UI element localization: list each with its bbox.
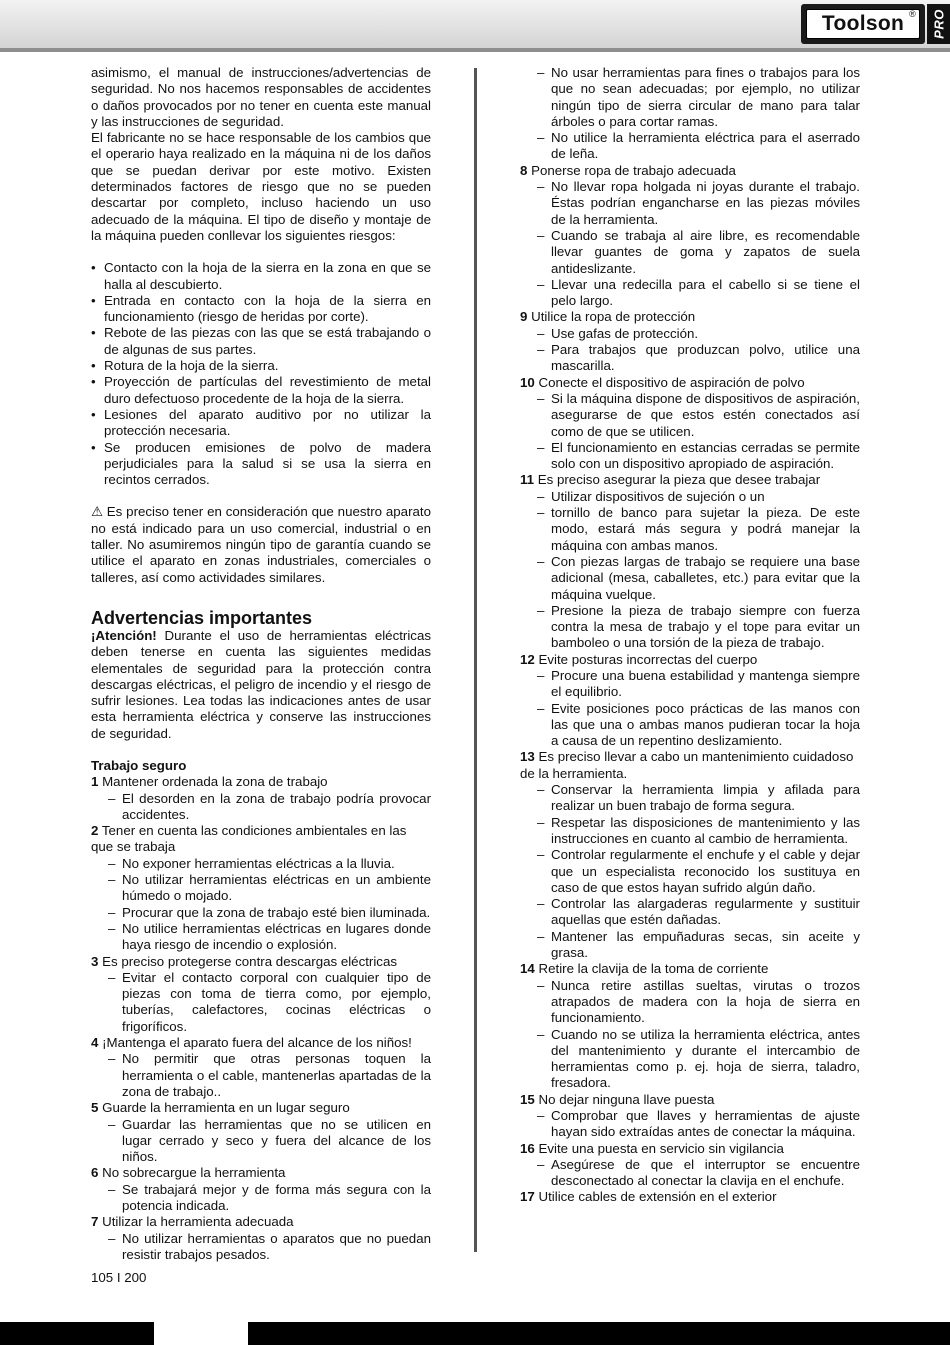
attention-label: ¡Atención! xyxy=(91,627,157,643)
risk-item: • Rotura de la hoja de la sierra. xyxy=(91,358,431,374)
risk-item: • Proyección de partículas del revestimiento de metal duro defectuoso procedente de la hoja de la sierra. xyxy=(91,374,431,407)
attention-text: Durante el uso de herramientas eléctricas deben tenerse en cuenta las siguientes medidas elementales de seguridad para la protección contra descargas eléctricas, el peligro de incendio y el riesgo de sufrir lesiones. Lea todas las indicaciones antes de usar esta herramienta eléctrica y conserve las instrucciones de seguridad. xyxy=(91,627,431,741)
registered-mark: ® xyxy=(909,9,916,19)
footer-bar-gap xyxy=(154,1322,248,1345)
sub-list xyxy=(91,1117,431,1166)
safety-item-title xyxy=(520,961,860,977)
sub-item: – Con piezas largas de trabajo se requiere una base adicional (mesa, caballetes, etc.) para evitar que la máquina vuelque. xyxy=(520,554,860,603)
logo-text xyxy=(806,9,920,39)
sub-list xyxy=(520,179,860,309)
risk-item: • Contacto con la hoja de la sierra en la zona en que se halla al descubierto. xyxy=(91,260,431,293)
right-column xyxy=(520,65,860,1206)
sub-list xyxy=(91,856,431,954)
safety-items-left xyxy=(91,774,431,1263)
sub-list xyxy=(520,1157,860,1190)
safety-item-title-text: Conecte el dispositivo de aspiración de polvo xyxy=(538,374,805,390)
sub-item: – Mantener las empuñaduras secas, sin aceite y grasa. xyxy=(520,929,860,962)
safety-item-title-text: Utilizar la herramienta adecuada xyxy=(102,1214,294,1230)
footer-bar xyxy=(0,1322,950,1345)
safety-item xyxy=(520,961,860,1091)
safety-item-title xyxy=(520,749,860,782)
sub-item: – Cuando no se utiliza la herramienta eléctrica, antes del mantenimiento y durante el intercambio de herramientas como p. ej. hoja de sierra, taladro, fresadora. xyxy=(520,1027,860,1092)
warning-paragraph xyxy=(91,504,431,585)
sub-item: – Nunca retire astillas sueltas, virutas o trozos atrapados de madera con la hoja de sierra en funcionamiento. xyxy=(520,978,860,1027)
safety-item xyxy=(520,1141,860,1190)
sub-list xyxy=(91,791,431,824)
safety-item-title xyxy=(91,774,431,790)
safety-item-number: 10 xyxy=(520,374,535,390)
sub-item: – El desorden en la zona de trabajo podría provocar accidentes. xyxy=(91,791,431,824)
sub-item: – No utilice la herramienta eléctrica para el aserrado de leña. xyxy=(520,130,860,163)
safety-item xyxy=(520,163,860,310)
safety-item-number: 9 xyxy=(520,309,528,325)
safety-item-title xyxy=(91,1165,431,1181)
safety-item-title xyxy=(520,1141,860,1157)
safety-item-title xyxy=(91,1035,431,1051)
safety-item xyxy=(91,1214,431,1263)
sub-item: – Llevar una redecilla para el cabello si se tiene el pelo largo. xyxy=(520,277,860,310)
sub-item: – Para trabajos que produzcan polvo, utilice una mascarilla. xyxy=(520,342,860,375)
sub-item: – Conservar la herramienta limpia y afilada para realizar un buen trabajo de forma segura. xyxy=(520,782,860,815)
safety-item-number: 11 xyxy=(520,472,535,488)
safety-item-title xyxy=(520,1092,860,1108)
safety-item xyxy=(520,1189,860,1205)
safety-item-title-text: Retire la clavija de la toma de corriente xyxy=(538,961,769,977)
sub-item: – Use gafas de protección. xyxy=(520,326,860,342)
warning-icon: ⚠ xyxy=(91,504,103,520)
sub-list xyxy=(520,782,860,961)
safety-item-title-text: Es preciso protegerse contra descargas eléctricas xyxy=(102,953,397,969)
safety-item-title-text: Es preciso llevar a cabo un mantenimiento cuidadoso de la herramienta. xyxy=(520,749,854,781)
sub-list xyxy=(91,1182,431,1215)
left-column xyxy=(91,65,431,1263)
continued-sub-list xyxy=(520,65,860,163)
sub-item: – Respetar las disposiciones de mantenimiento y las instrucciones en cuanto al cambio de herramienta. xyxy=(520,815,860,848)
safety-item-number: 4 xyxy=(91,1035,99,1051)
safety-item-title xyxy=(520,309,860,325)
safety-item xyxy=(520,1092,860,1141)
header-bar xyxy=(0,0,950,52)
safety-item-number: 14 xyxy=(520,961,535,977)
sub-item: – No usar herramientas para fines o trabajos para los que no sean adecuadas; por ejemplo, no utilizar ningún tipo de sierra circular de mano para talar árboles o para cortar ramas. xyxy=(520,65,860,130)
sub-list xyxy=(520,489,860,652)
safety-item-number: 5 xyxy=(91,1100,99,1116)
risk-item: • Lesiones del aparato auditivo por no utilizar la protección necesaria. xyxy=(91,407,431,440)
column-divider xyxy=(474,68,477,1252)
sub-item: – tornillo de banco para sujetar la pieza. De este modo, estará más segura y podrá manejar la máquina con ambas manos. xyxy=(520,505,860,554)
sub-list xyxy=(520,1108,860,1141)
sub-item: – Procurar que la zona de trabajo esté bien iluminada. xyxy=(91,905,431,921)
safety-item xyxy=(520,309,860,374)
risk-list xyxy=(91,260,431,488)
safety-item xyxy=(91,774,431,823)
sub-item: – No utilizar herramientas eléctricas en un ambiente húmedo o mojado. xyxy=(91,872,431,905)
sub-list xyxy=(520,326,860,375)
sub-item: – Controlar regularmente el enchufe y el cable y dejar que un especialista reconocido los sustituya en caso de que estos hayan sufrido algún daño. xyxy=(520,847,860,896)
safety-item-title xyxy=(520,652,860,668)
safety-item-title xyxy=(91,1214,431,1230)
logo-label: Toolson xyxy=(821,12,905,35)
intro-paragraph: asimismo, el manual de instrucciones/advertencias de seguridad. No nos hacemos responsables de accidentes o daños provocados por no tener en cuenta este manual y las instrucciones de seguridad. xyxy=(91,65,431,129)
safety-item-title xyxy=(520,1189,860,1205)
risk-item: • Entrada en contacto con la hoja de la sierra en funcionamiento (riesgo de heridas por corte). xyxy=(91,293,431,326)
sub-item: – Utilizar dispositivos de sujeción o un xyxy=(520,489,860,505)
safety-item-number: 6 xyxy=(91,1165,99,1181)
sub-list xyxy=(520,391,860,472)
safety-item-title-text: Utilice la ropa de protección xyxy=(531,309,696,325)
pro-badge xyxy=(927,4,950,44)
risk-item: • Se producen emisiones de polvo de madera perjudiciales para la salud si se usa la sierra en recintos cerrados. xyxy=(91,440,431,489)
sub-item: – Si la máquina dispone de dispositivos de aspiración, asegurarse de que estos estén conectados así como de que se utilicen. xyxy=(520,391,860,440)
safety-item-number: 8 xyxy=(520,162,528,178)
sub-item: – No utilizar herramientas o aparatos que no puedan resistir trabajos pesados. xyxy=(91,1231,431,1264)
sub-item: – Evitar el contacto corporal con cualquier tipo de piezas con toma de tierra como, por ejemplo, tuberías, calefactores, cocinas eléctricas o frigoríficos. xyxy=(91,970,431,1035)
sub-list xyxy=(520,668,860,749)
sub-item: – Guardar las herramientas que no se utilicen en lugar cerrado y seco y fuera del alcance de los niños. xyxy=(91,1117,431,1166)
safety-item-number: 1 xyxy=(91,774,99,790)
safety-item xyxy=(91,1035,431,1100)
page-number: 105 I 200 xyxy=(91,1270,147,1285)
sub-item: – Presione la pieza de trabajo siempre con fuerza contra la mesa de trabajo y el tope para evitar un bamboleo o una torsión de la pieza de trabajo. xyxy=(520,603,860,652)
safety-item-number: 7 xyxy=(91,1214,99,1230)
safety-item-title xyxy=(520,472,860,488)
sub-item: – El funcionamiento en estancias cerradas se permite solo con un dispositivo apropiado de aspiración. xyxy=(520,440,860,473)
risk-item: • Rebote de las piezas con las que se está trabajando o de algunas de sus partes. xyxy=(91,325,431,358)
sub-item: – Controlar las alargaderas regularmente y sustituir aquellas que estén dañadas. xyxy=(520,896,860,929)
sub-item: – Se trabajará mejor y de forma más segura con la potencia indicada. xyxy=(91,1182,431,1215)
safety-item-title-text: No sobrecargue la herramienta xyxy=(102,1165,286,1181)
sub-list xyxy=(91,970,431,1035)
sub-item: – No exponer herramientas eléctricas a la lluvia. xyxy=(91,856,431,872)
safety-item-title-text: Tener en cuenta las condiciones ambientales en las que se trabaja xyxy=(91,823,407,855)
sub-item: – No permitir que otras personas toquen la herramienta o el cable, mantenerlas apartadas de la zona de trabajo.. xyxy=(91,1051,431,1100)
safety-item-number: 13 xyxy=(520,749,535,765)
safety-item xyxy=(91,823,431,953)
section-title: Advertencias importantes xyxy=(91,607,313,628)
sub-list xyxy=(91,1231,431,1264)
safety-item-title-text: Mantener ordenada la zona de trabajo xyxy=(102,774,328,790)
safety-item-number: 2 xyxy=(91,823,99,839)
safety-item-title-text: Utilice cables de extensión en el exterior xyxy=(538,1189,777,1205)
warning-text: Es preciso tener en consideración que nuestro aparato no está indicado para un uso comercial, industrial o en taller. No asumiremos ningún tipo de garantía cuando se utilice el aparato en zonas industriales, comerciales o talleres, así como actividades similares. xyxy=(91,504,431,585)
safety-items-right xyxy=(520,163,860,1206)
sub-list xyxy=(91,1051,431,1100)
sub-item: – Comprobar que llaves y herramientas de ajuste hayan sido extraídas antes de conectar la máquina. xyxy=(520,1108,860,1141)
safety-item-title-text: Ponerse ropa de trabajo adecuada xyxy=(531,162,736,178)
safety-item xyxy=(520,472,860,651)
subsection-title: Trabajo seguro xyxy=(91,757,187,773)
sub-item: – Asegúrese de que el interruptor se encuentre desconectado al conectar la clavija en el enchufe. xyxy=(520,1157,860,1190)
safety-item xyxy=(91,1165,431,1214)
safety-item xyxy=(520,652,860,750)
safety-item-title xyxy=(91,954,431,970)
safety-item-title xyxy=(520,375,860,391)
safety-item xyxy=(520,375,860,473)
sub-item: – Cuando se trabaja al aire libre, es recomendable llevar guantes de goma y zapatos de suela antideslizante. xyxy=(520,228,860,277)
safety-item-title-text: No dejar ninguna llave puesta xyxy=(538,1091,715,1107)
toolson-logo xyxy=(801,4,925,44)
safety-item-title-text: ¡Mantenga el aparato fuera del alcance de los niños! xyxy=(102,1035,412,1051)
pro-label: PRO xyxy=(931,9,946,39)
safety-item xyxy=(520,749,860,961)
sub-item: – No llevar ropa holgada ni joyas durante el trabajo. Éstas podrían engancharse en las piezas móviles de la herramienta. xyxy=(520,179,860,228)
safety-item-number: 12 xyxy=(520,651,535,667)
sub-item: – No utilice herramientas eléctricas en lugares donde haya riesgo de incendio o explosión. xyxy=(91,921,431,954)
safety-item-number: 3 xyxy=(91,953,99,969)
safety-item-title-text: Es preciso asegurar la pieza que desee trabajar xyxy=(537,472,821,488)
sub-list xyxy=(520,978,860,1092)
sub-item: – Procure una buena estabilidad y mantenga siempre el equilibrio. xyxy=(520,668,860,701)
safety-item-title xyxy=(520,163,860,179)
safety-item-title xyxy=(91,823,431,856)
safety-item-number: 15 xyxy=(520,1091,535,1107)
safety-item-number: 17 xyxy=(520,1189,535,1205)
intro-paragraph: El fabricante no se hace responsable de los cambios que el operario haya realizado en la máquina ni de los daños que se puedan derivar por este motivo. Existen determinados factores de riesgo que no se pueden descartar por completo, incluso haciendo un uso adecuado de la máquina. El tipo de diseño y montaje de la máquina pueden conllevar los siguientes riesgos: xyxy=(91,130,431,243)
safety-item-title xyxy=(91,1100,431,1116)
safety-item xyxy=(91,954,431,1035)
sub-item: – Evite posiciones poco prácticas de las manos con las que una o ambas manos pudieran tocar la hoja a causa de un repentino deslizamiento. xyxy=(520,701,860,750)
safety-item xyxy=(91,1100,431,1165)
safety-item-title-text: Evite una puesta en servicio sin vigilancia xyxy=(538,1140,784,1156)
attention-paragraph xyxy=(91,628,431,742)
safety-item-title-text: Evite posturas incorrectas del cuerpo xyxy=(538,651,758,667)
safety-item-number: 16 xyxy=(520,1140,535,1156)
safety-item-title-text: Guarde la herramienta en un lugar seguro xyxy=(102,1100,350,1116)
